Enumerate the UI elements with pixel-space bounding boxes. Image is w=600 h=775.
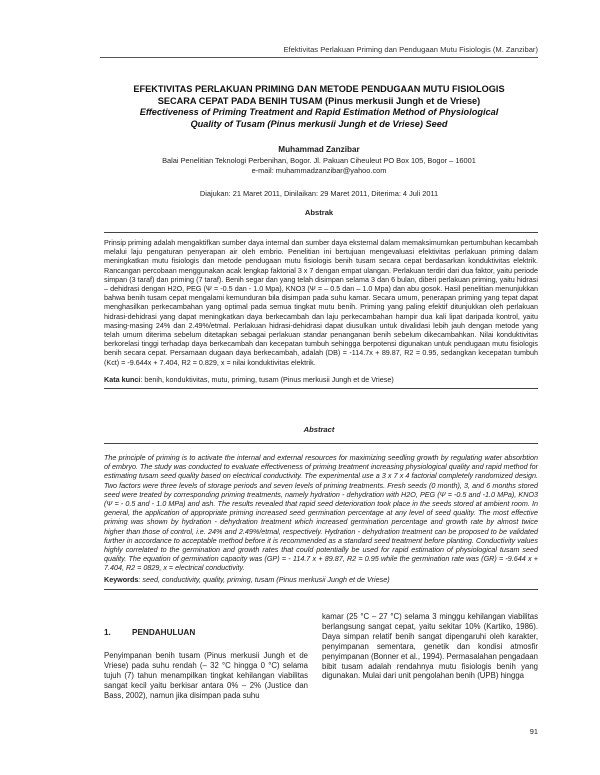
submission-dates: Diajukan: 21 Maret 2011, Dinilaikan: 29 Maret 2011, Diterima: 4 Juli 2011 [199, 189, 439, 198]
running-head: Efektivitas Perlakuan Priming dan Pendugaan Mutu Fisiologis (M. Zanzibar) [283, 45, 538, 54]
body-column-left: Penyimpanan benih tusam (Pinus merkusii Jungh et de Vriese) pada suhu rendah (– 32 °C hingga 0 °C) selama tujuh (7) tahun menampilkan tingkat kehilangan viabilitas sangat kecil yaitu berkisar antara 0% – 2% (Justice dan Bass, 2002), namun jika disimpan pada suhu [104, 651, 308, 700]
section-number: 1. [104, 628, 111, 637]
section-title: PENDAHULUAN [132, 628, 196, 637]
keywords-list: : seed, conductivity, quality, priming, tusam (Pinus merkusii Jungh et de Vriese) [138, 575, 390, 584]
title-indonesian-line-2: SECARA CEPAT PADA BENIH TUSAM (Pinus merkusii Jungh et de Vriese) [157, 95, 481, 106]
kata-kunci [104, 375, 538, 384]
body-column-right: kamar (25 °C – 27 °C) selama 3 minggu kehilangan viabilitas berlangsung sangat cepat, yaitu sekitar 10% (Kartiko, 1986). Daya simpan relatif benih sangat dipengaruhi oleh karakter, penyimpanan sementara, genetik dan kondisi atmosfir penyimpanan (Bonner et al., 1994). Permasalahan pengadaan bibit tusam adalah rendahnya mutu fisiologis benih yang digunakan. Mulai dari unit pengolahan benih (UPB) hingga [322, 612, 538, 681]
page-number: 91 [529, 727, 538, 736]
abstrak-text: Prinsip priming adalah mengaktifkan sumber daya internal dan sumber daya eksternal dalam memaksimumkan pertumbuhan kecambah melalui laju pengaturan penyerapan air oleh embrio. Penelitian ini bertujuan mengevaluasi efektivitas perlakuan priming dalam meningkatkan mutu fisiologis dan metode pendugaan mutu fisiologis benih tusam secara cepat berdasarkan konduktivitas elektrik. Rancangan percobaan menggunakan acak lengkap faktorial 3 x 7 dengan empat ulangan. Perlakuan terdiri dari dua faktor, yaitu periode simpan (3 taraf) dan priming (7 taraf). Benih segar dan yang telah disimpan selama 3 dan 6 bulan, diberi perlakuan priming, yaitu hidrasi – dehidrasi dengan H2O, PEG (Ψ = -0.5 dan - 1.0 Mpa), KNO3 (Ψ = – 0.5 dan – 1.0 Mpa) dan abu gosok. Hasil penelitian menunjukkan bahwa benih tusam cepat mengalami kemunduran bila disimpan pada suhu kamar. Secara umum, penerapan priming yang tepat dapat menghasilkan perkecambahan yang optimal pada semua tingkat mutu benih. Priming yang paling efektif ditunjukkan oleh perlakuan hidrasi-dehidrasi yang dapat meningkatkan daya berkecambah dan laju perkecambahan hampir dua kali lipat daripada kontrol, yaitu masing-masing 24% dan 2.49%/etmal. Perlakuan hidrasi-dehidrasi dapat diusulkan untuk divalidasi lebih jauh dengan metode yang telah umum diterima sebelum ditetapkan sebagai perlakuan standar penanganan benih sebelum dikecambahkan. Nilai konduktivitas berkorelasi tinggi terhadap daya berkecambah dan kecepatan tumbuh sehingga berpotensi digunakan untuk pendugaan mutu fisiologis benih secara cepat. Persamaan dugaan daya berkecambah, adalah (DB) = -114.7x + 89.87, R2 = 0.95, sedangkan kecepatan tumbuh (Kct) = -9.644x + 7.404, R2 = 0.829, x = nilai konduktivitas elektrik. [104, 238, 538, 367]
abstrak-heading: Abstrak [304, 208, 334, 217]
keywords [104, 575, 538, 584]
abstrak-top-rule [104, 232, 538, 233]
section-heading [104, 628, 195, 637]
header-divider [100, 57, 538, 58]
title-english-line-1: Effectiveness of Priming Treatment and Rapid Estimation Method of Physiological [139, 107, 499, 117]
abstract-heading: Abstract [303, 425, 335, 434]
title-english-line-2: Quality of Tusam (Pinus merkusii Jungh et de Vriese) Seed [190, 118, 448, 129]
title-block [100, 84, 538, 130]
abstract-top-rule [104, 443, 538, 444]
title-indonesian-line-1: EFEKTIVITAS PERLAKUAN PRIMING DAN METODE PENDUGAAN MUTU FISIOLOGIS [133, 84, 505, 94]
affiliation-address: Balai Penelitian Teknologi Perbenihan, Bogor. Jl. Pakuan Ciheuleut PO Box 105, Bogor – 16001 [162, 156, 476, 165]
author-email: e-mail: muhammadzanzibar@yahoo.com [251, 165, 387, 175]
abstrak-bottom-rule [104, 388, 538, 389]
keywords-label: Keywords [104, 575, 139, 584]
abstract-text: The principle of priming is to activate the internal and external resources for maximizing seedling growth by regulating water absorbtion of embryo. The study was conducted to evaluate effectiveness of priming treatment increasing physiological quality and rapid method for estimating tusam seed quality based on electrical conductivity. The experimental use a 3 x 7 x 4 factorial completely randomized design. Two factors were three levels of storage periods and seven levels of priming treatments. Fresh seeds (0 month), 3, and 6 months stored seed were treated by corresponding priming treatments, namely hydration - dehydration with H2O, PEG (Ψ = -0.5 and -1.0 MPa), KNO3 (Ψ = - 0.5 and - 1.0 MPa) and ash. The results revealed that rapid seed deterioration took place in the seeds stored at ambient room. In general, the application of appropriate priming increased seed germination percentage at any level of seed quality. The most effective priming was shown by hydration - dehydration treatment which increased germination percentage and growth rate by almost twice higher than those of control, i.e. 24% and 2.49%/etmal, respectively. Hydration - dehydration treatment can be proposed to be validated further in accordance to acceptable method before it is recommended as a standard seed treatment before planting. Conductivity values highly correlated to the germination and growth rates that could potentially be used for rapid estimation of physiological tusam seed quality. The equation of germination capacity was (GP) = - 114.7 x + 89.87, R2 = 0.95 while the germination rate was (GR) = -9.644 x + 7.404, R2 = 0829, x = electrical conductivity. [104, 453, 538, 573]
author-affiliation [100, 156, 538, 175]
abstract-bottom-rule [104, 589, 538, 590]
kata-kunci-list: : benih, konduktivitas, mutu, priming, tusam (Pinus merkusii Jungh et de Vriese) [140, 375, 394, 384]
author-name: Muhammad Zanzibar [278, 145, 360, 154]
kata-kunci-label: Kata kunci [104, 375, 141, 384]
